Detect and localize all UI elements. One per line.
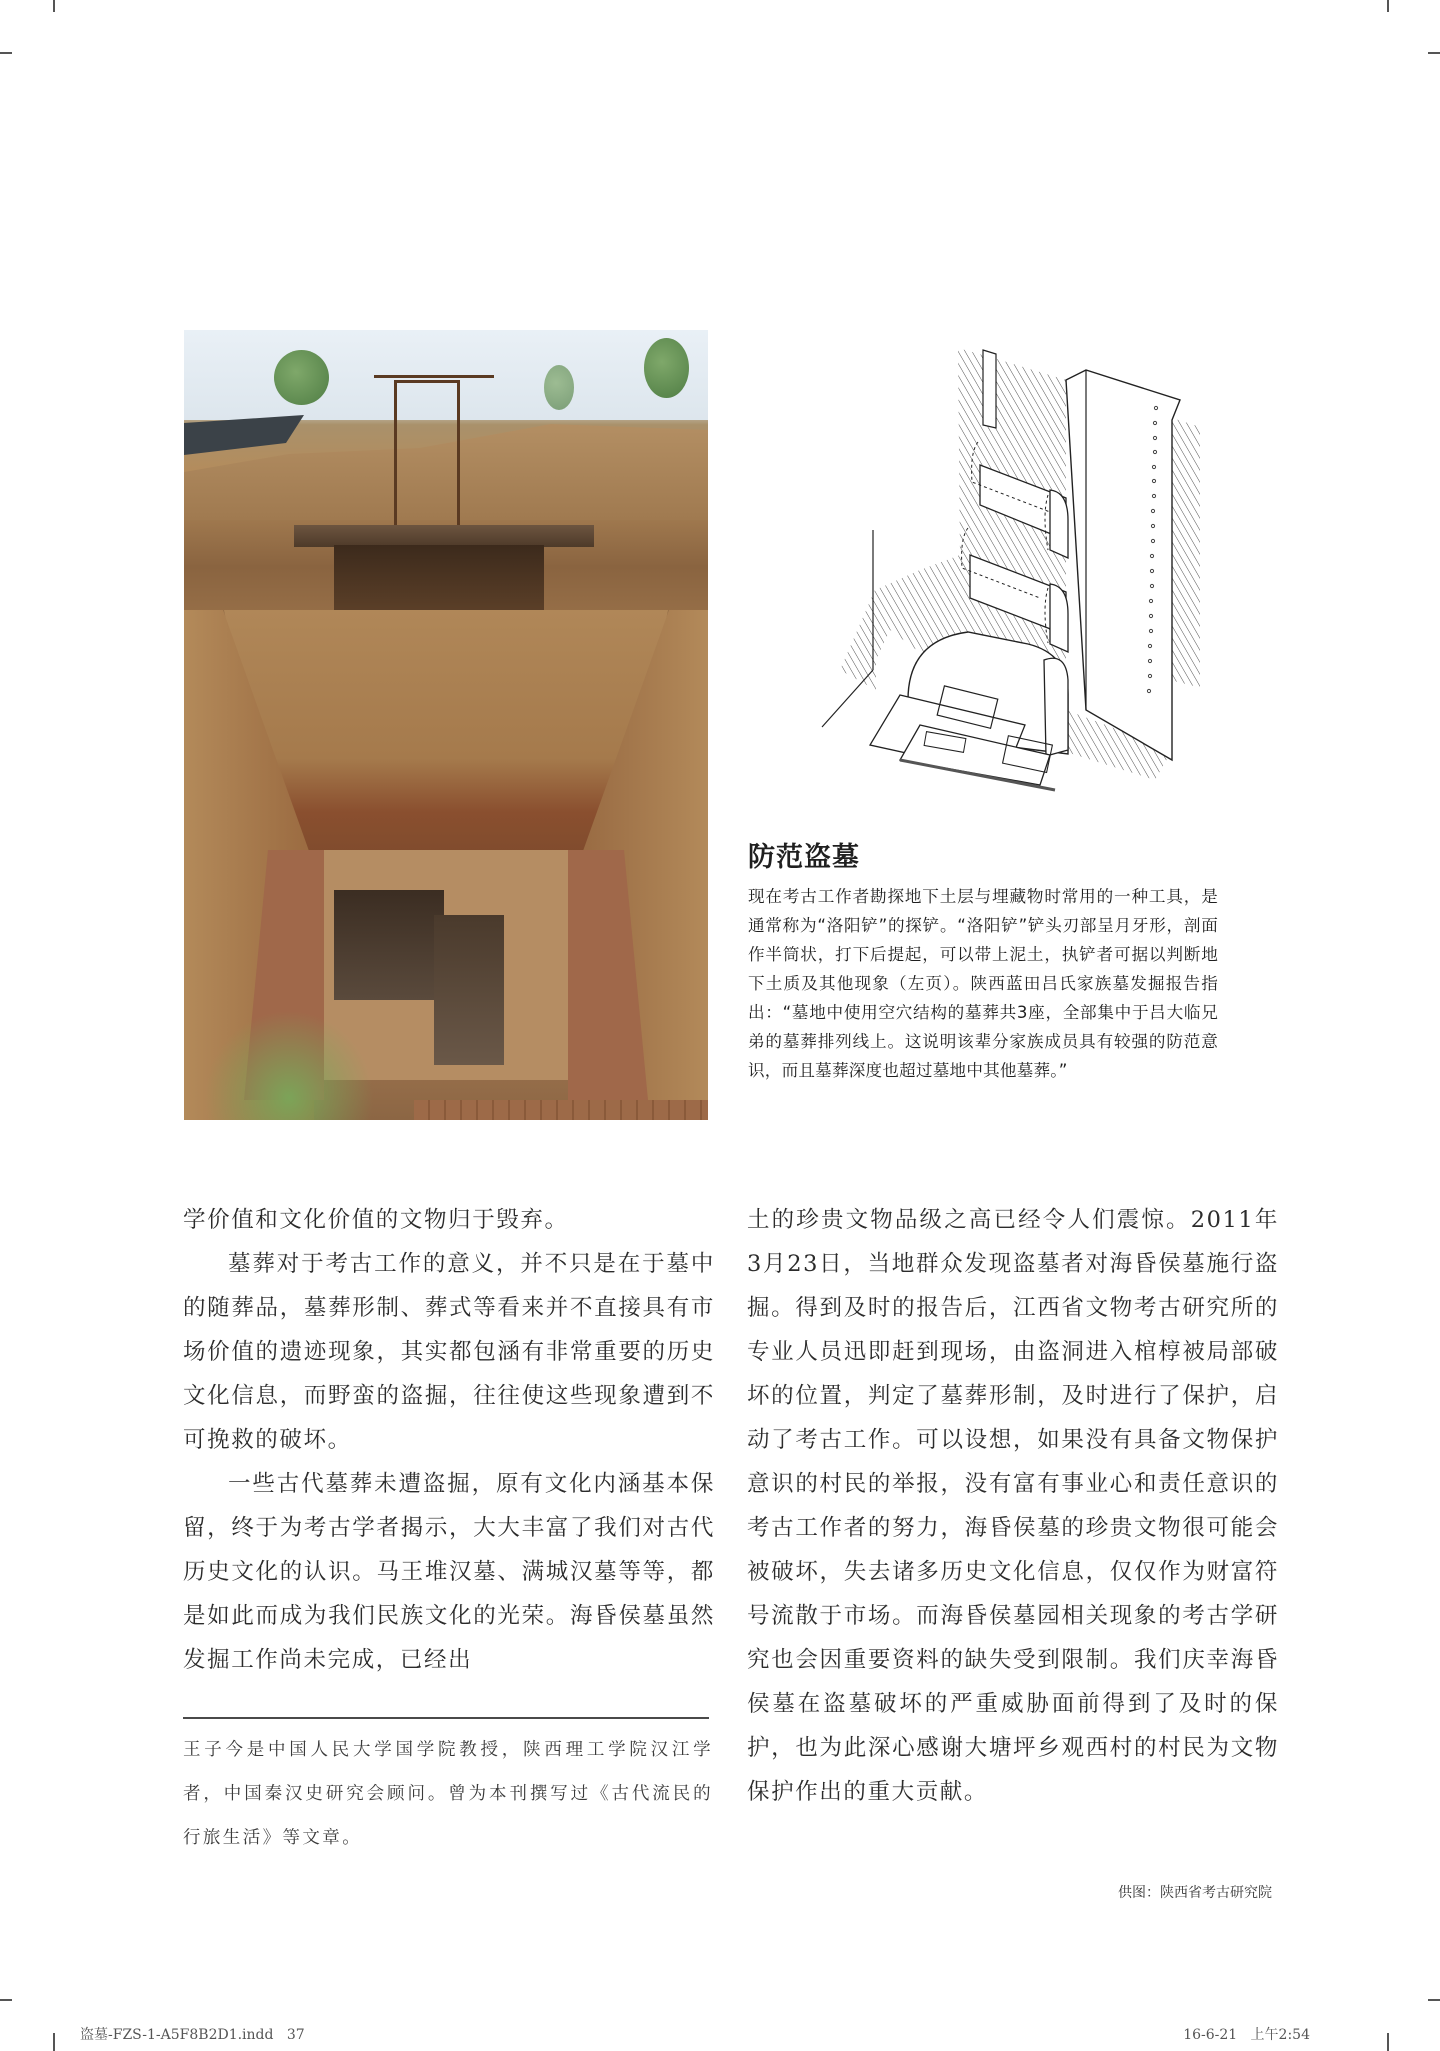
photo-tarp [184,415,304,455]
photo-tree [544,365,574,410]
photo-tree [644,338,689,398]
sidebar-body: 现在考古工作者勘探地下土层与埋藏物时常用的一种工具，是通常称为“洛阳铲”的探铲。“洛阳铲”铲头刃部呈月牙形，剖面作半筒状，打下后提起，可以带上泥土，执铲者可据以判断地下土质及其他现象（左页）。陕西蓝田吕氏家族墓发掘报告指出：“墓地中使用空穴结构的墓葬共3座，全部集中于吕大临兄弟的墓葬排列线上。这说明该辈分家族成员具有较强的防范意识，而且墓葬深度也超过墓地中其他墓葬。” [748,887,1218,1080]
paragraph: 墓葬对于考古工作的意义，并不只是在于墓中的随葬品，墓葬形制、葬式等看来并不直接具有市场价值的遗迹现象，其实都包涵有非常重要的历史文化信息，而野蛮的盗掘，往往使这些现象遭到不可挽救的破坏。 [183,1251,715,1453]
photo-plant [204,1010,374,1120]
crop-mark [1387,2033,1389,2051]
photo-platform [294,525,594,547]
photo-steps [414,1100,708,1120]
photo-winch-bar [374,375,494,378]
slug-datetime: 16-6-21 上午2:54 [1183,2027,1310,2043]
crop-mark [0,1999,12,2001]
paragraph: 学价值和文化价值的文物归于毁弃。 [183,1207,569,1233]
footnote-divider [183,1717,709,1719]
photo-tree [274,350,329,405]
sidebar-title: 防范盗墓 [748,842,860,873]
crop-mark [1428,1999,1440,2001]
sidebar-caption [748,838,1218,1085]
tomb-cross-section-diagram [800,330,1200,800]
slug-filename: 盗墓-FZS-1-A5F8B2D1.indd 37 [80,2027,305,2043]
crop-mark [53,0,55,12]
photo-coffin [434,915,504,1065]
photo-winch-frame [394,380,460,533]
photo-chamber [334,890,444,1000]
author-bio: 王子今是中国人民大学国学院教授，陕西理工学院汉江学者，中国秦汉史研究会顾问。曾为本刊撰写过《古代流民的行旅生活》等文章。 [183,1740,713,1848]
crop-mark [0,52,12,54]
excavation-photo [184,330,708,1120]
crop-mark [1387,0,1389,12]
paragraph: 土的珍贵文物品级之高已经令人们震惊。2011年3月23日，当地群众发现盗墓者对海昏侯墓施行盗掘。得到及时的报告后，江西省文物考古研究所的专业人员迅即赶到现场，由盗洞进入棺椁被局部破坏的位置，判定了墓葬形制，及时进行了保护，启动了考古工作。可以设想，如果没有具备文物保护意识的村民的举报，没有富有事业心和责任意识的考古工作者的努力，海昏侯墓的珍贵文物很可能会被破坏，失去诸多历史文化信息，仅仅作为财富符号流散于市场。而海昏侯墓园相关现象的考古学研究也会因重要资料的缺失受到限制。我们庆幸海昏侯墓在盗墓破坏的严重威胁面前得到了及时的保护，也为此深心感谢大塘坪乡观西村的村民为文物保护作出的重大贡献。 [747,1207,1279,1805]
crop-mark [53,2033,55,2051]
article-right-column [747,1198,1279,1814]
paragraph: 一些古代墓葬未遭盗掘，原有文化内涵基本保留，终于为考古学者揭示，大大丰富了我们对古代历史文化的认识。马王堆汉墓、满城汉墓等等，都是如此而成为我们民族文化的光荣。海昏侯墓虽然发掘工作尚未完成，已经出 [183,1471,715,1673]
photo-credit: 供图：陕西省考古研究院 [1118,1885,1272,1901]
article-left-column [183,1198,715,1682]
crop-mark [1428,52,1440,54]
